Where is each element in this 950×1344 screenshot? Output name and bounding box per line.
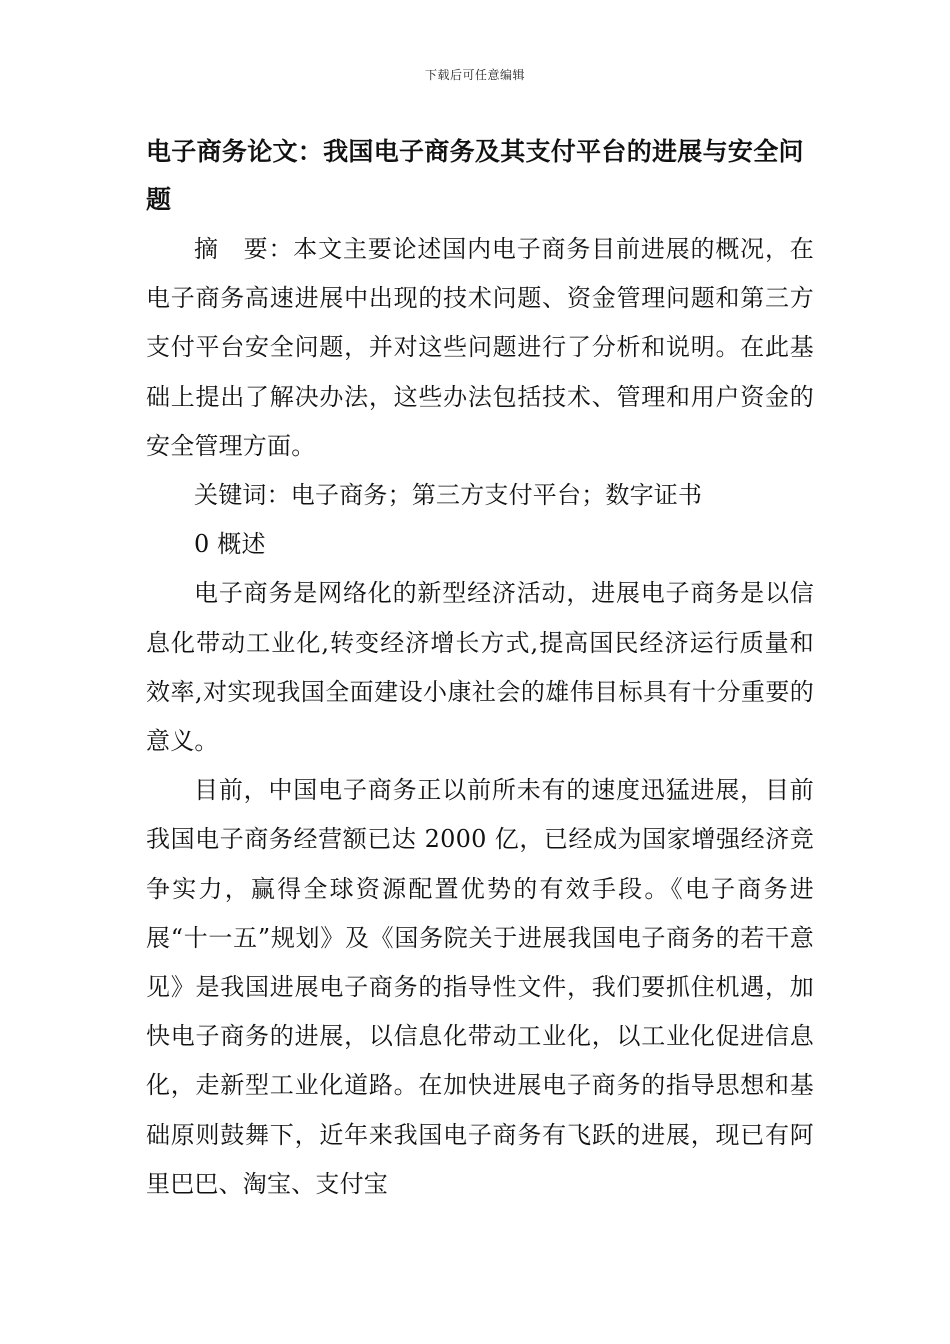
abstract-paragraph: 摘 要：本文主要论述国内电子商务目前进展的概况，在电子商务高速进展中出现的技术问题、资金管理问题和第三方支付平台安全问题，并对这些问题进行了分析和说明。在此基础上提出了解决办法，这些办法包括技术、管理和用户资金的安全管理方面。 bbox=[146, 235, 814, 460]
body-paragraph-2: 目前，中国电子商务正以前所未有的速度迅猛进展，目前我国电子商务经营额已达 2000 亿，已经成为国家增强经济竞争实力，赢得全球资源配置优势的有效手段。《电子商务进展“十一五”规划》及《国务院关于进展我国电子商务的若干意见》是我国进展电子商务的指导性文件，我们要抓住机遇，加快电子商务的进展，以信息化带动工业化，以工业化促进信息化，走新型工业化道路。在加快进展电子商务的指导思想和基础原则鼓舞下，近年来我国电子商务有飞跃的进展，现已有阿里巴巴、淘宝、支付宝 bbox=[146, 776, 814, 1198]
body-paragraph-1: 电子商务是网络化的新型经济活动，进展电子商务是以信息化带动工业化,转变经济增长方式,提高国民经济运行质量和效率,对实现我国全面建设小康社会的雄伟目标具有十分重要的意义。 bbox=[146, 579, 814, 756]
section-heading: 0 概述 bbox=[194, 530, 266, 559]
keywords-paragraph: 关键词：电子商务；第三方支付平台；数字证书 bbox=[194, 481, 703, 510]
document-body bbox=[146, 128, 814, 1209]
document-title: 电子商务论文：我国电子商务及其支付平台的进展与安全问题 bbox=[146, 137, 804, 214]
header-note: 下载后可任意编辑 bbox=[424, 68, 525, 82]
